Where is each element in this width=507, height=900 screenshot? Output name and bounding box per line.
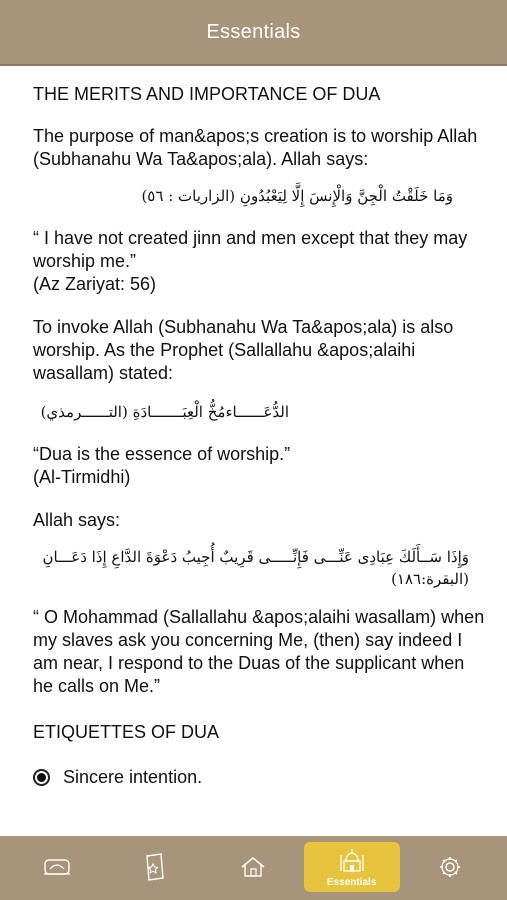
tab-home[interactable] bbox=[205, 842, 301, 892]
prayer-mat-icon bbox=[42, 856, 72, 878]
tab-settings[interactable] bbox=[402, 842, 498, 892]
settings-gear-icon bbox=[437, 854, 463, 880]
translation-quote: “Dua is the essence of worship.” bbox=[33, 444, 291, 464]
paragraph: Allah says: bbox=[33, 510, 121, 530]
section-heading: THE MERITS AND IMPORTANCE OF DUA bbox=[33, 84, 381, 104]
radio-bullet-icon bbox=[33, 769, 50, 786]
book-star-icon bbox=[142, 852, 168, 882]
reference: (Az Zariyat: 56) bbox=[33, 274, 157, 294]
arabic-verse: وَمَا خَلَقْتُ الْجِنَّ وَالْإِنسَ إِلَّا لِيَعْبُدُونِ (الزاريات : ٥٦) bbox=[141, 187, 453, 205]
paragraph: The purpose of man&apos;s creation is to worship Allah (Subhanahu Wa Ta&apos;ala). Allah says: bbox=[33, 126, 478, 169]
arabic-hadith: الدُّعَــــــاءمُخُّ الْعِبَـــــــادَةِ (التــــــرمذي) bbox=[40, 403, 289, 421]
list-item-text: Sincere intention. bbox=[63, 767, 203, 787]
translation-quote: “ O Mohammad (Sallallahu &apos;alaihi wasallam) when my slaves ask you concerning Me, (then) say indeed I am near, I respond to the Duas of the supplicant when he calls on Me.” bbox=[33, 607, 485, 696]
tab-label: Essentials bbox=[326, 876, 377, 888]
mosque-icon bbox=[339, 847, 365, 875]
page-title: Essentials bbox=[206, 20, 301, 43]
tab-book[interactable] bbox=[107, 842, 203, 892]
reference: (Al-Tirmidhi) bbox=[33, 467, 131, 487]
paragraph: To invoke Allah (Subhanahu Wa Ta&apos;ala) is also worship. As the Prophet (Sallallahu &apos;alaihi wasallam) stated: bbox=[33, 317, 454, 383]
arabic-verse: وَإِذَا سَــأَلَكَ عِبَادِى عَنِّـــى فَإِنِّـــــى قَرِيبٌ أُجِيبُ دَعْوَةَ الدَّاعِ إِذَا دَعَـــانِ (البقرة:١٨٦) bbox=[42, 548, 469, 588]
translation-quote: “ I have not created jinn and men except that they may worship me.” bbox=[33, 228, 468, 271]
tab-bar bbox=[0, 836, 507, 900]
tab-prayer-mat[interactable] bbox=[9, 842, 105, 892]
nav-header bbox=[0, 0, 507, 66]
tab-essentials[interactable] bbox=[304, 842, 400, 892]
home-icon bbox=[239, 855, 267, 879]
essentials-content[interactable] bbox=[0, 66, 507, 836]
section-heading: ETIQUETTES OF DUA bbox=[33, 722, 220, 742]
list-item bbox=[33, 767, 489, 788]
